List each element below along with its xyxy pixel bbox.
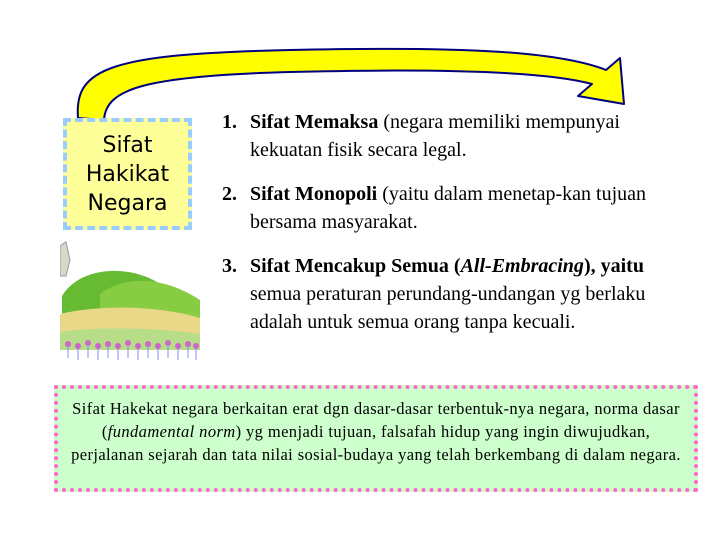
item-text: (yaitu dalam menetap-kan tujuan bersama masyarakat. xyxy=(250,183,647,233)
item-number: 2. xyxy=(222,183,237,205)
note-text-2: ) yg menjadi tujuan, falsafah hidup yang ingin diwujudkan, perjalanan sejarah dan tata nilai sosial-budaya yang telah berkembang di dalam negara. xyxy=(71,422,681,464)
item-text: semua peraturan perundang-undangan yg berlaku adalah untuk semua orang tanpa kecuali. xyxy=(250,283,646,333)
title-line-2: Hakikat xyxy=(85,161,170,187)
item-lead-end: ), yaitu xyxy=(583,255,644,277)
item-lead: Sifat Memaksa xyxy=(250,111,379,133)
list-item xyxy=(222,108,692,164)
note-text-1: Sifat Hakekat negara berkaitan erat dgn dasar-dasar terbentuk-nya negara, norma dasar ( xyxy=(72,399,680,441)
item-number: 1. xyxy=(222,111,237,133)
title-line-1: Sifat xyxy=(102,132,153,158)
hill-meadow-clipart xyxy=(60,236,200,366)
summary-note xyxy=(54,385,698,492)
list-item xyxy=(222,252,692,336)
item-number: 3. xyxy=(222,255,237,277)
title-text xyxy=(86,131,169,218)
item-lead: Sifat Monopoli xyxy=(250,183,378,205)
item-text: (negara memiliki mempunyai kekuatan fisik secara legal. xyxy=(250,111,620,161)
item-lead: Sifat Mencakup Semua ( xyxy=(250,255,461,277)
title-line-3: Negara xyxy=(87,190,168,216)
note-text-italic: fundamental norm xyxy=(107,422,236,441)
list-item xyxy=(222,180,692,236)
title-box xyxy=(63,118,192,230)
sifat-list xyxy=(222,108,692,336)
item-lead-italic: All-Embracing xyxy=(460,255,584,277)
